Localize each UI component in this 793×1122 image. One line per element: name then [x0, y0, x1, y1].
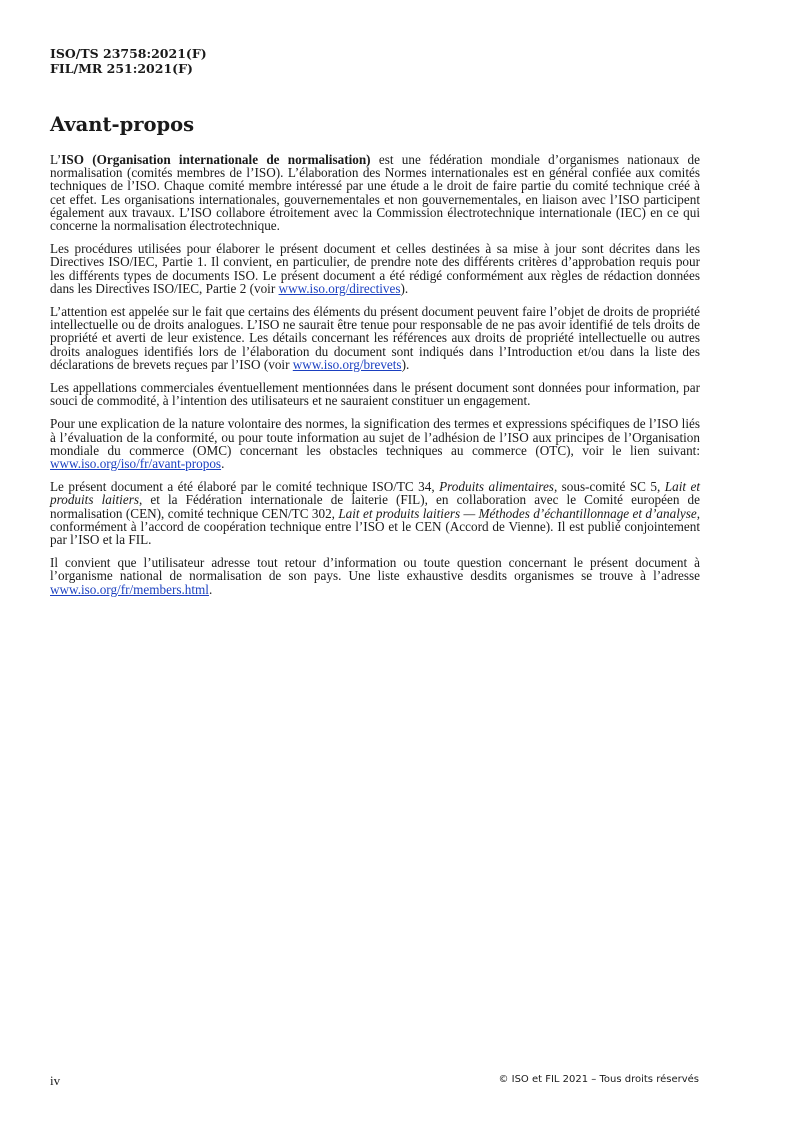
p5-text: Pour une explication de la nature volontaire des normes, la signification des termes et expressions spécifiques de l’ISO liés à l’évaluation de la conformité, ou pour toute information au sujet de l’adhésion de l’ISO aux principes de l’Organisation mondiale du commerce (OMC) concernant les obstacles techniques au commerce (OTC), voir le lien suivant:: [50, 416, 700, 458]
p2-end: ).: [400, 280, 409, 296]
paragraph-patents: [50, 305, 700, 371]
p7-end: .: [208, 581, 213, 597]
copyright-notice: © ISO et FIL 2021 – Tous droits réservés: [498, 1074, 699, 1085]
p6-italic-food-products: Produits alimentaires: [439, 479, 554, 495]
paragraph-voluntary-nature: [50, 417, 700, 470]
p6-italic-milk-products: Lait et produits laitiers: [50, 479, 700, 508]
p2-text: Les procédures utilisées pour élaborer le présent document et celles destinées à sa mise à jour sont décrites dans les Directives ISO/IEC, Partie 1. Il convient, en particulier, de prendre note des différents critères d’approbation requis pour les différents types de documents ISO. Le présent document a été rédigé conformément aux règles de rédaction données dans les Directives ISO/IEC, Partie 2 (voir: [50, 241, 700, 296]
page-title: Avant-propos: [50, 113, 195, 136]
paragraph-trade-names: [50, 381, 700, 407]
p6-text-2: , sous-comité SC 5,: [553, 479, 665, 495]
members-link[interactable]: www.iso.org/fr/members.html: [50, 581, 209, 597]
paragraph-feedback: [50, 556, 700, 596]
p4-text: Les appellations commerciales éventuellement mentionnées dans le présent document sont données pour information, par souci de commodité, à l’intention des utilisateurs et ne sauraient constituer un engagement.: [50, 380, 700, 409]
p7-text: Il convient que l’utilisateur adresse tout retour d’information ou toute question concernant le présent document à l’organisme national de normalisation de son pays. Une liste exhaustive desdits organismes se trouve à l’adresse: [50, 555, 700, 584]
foreword-body: [50, 153, 700, 606]
p3-text: L’attention est appelée sur le fait que certains des éléments du présent document peuvent faire l’objet de droits de propriété intellectuelle ou de droits analogues. L’ISO ne saurait être tenue pour responsable de ne pas avoir identifié de tels droits de propriété et averti de leur existence. Les détails concernant les références aux droits de propriété intellectuelle ou autres droits analogues identifiés lors de l’élaboration du document sont indiqués dans l’Introduction et/ou dans la liste des déclarations de brevets reçues par l’ISO (voir: [50, 304, 700, 372]
standard-reference-fil: FIL/MR 251:2021(F): [50, 61, 193, 76]
paragraph-procedures: [50, 242, 700, 295]
directives-link[interactable]: www.iso.org/directives: [278, 280, 401, 296]
document-header: [50, 46, 207, 76]
page-number: iv: [50, 1073, 61, 1088]
p1-iso-bold: ISO (Organisation internationale de normalisation): [61, 152, 371, 167]
paragraph-committee: [50, 480, 700, 546]
p6-text-3: , et la Fédération internationale de laiterie (FIL), en collaboration avec le Comité européen de normalisation (CEN), comité technique CEN/TC 302,: [50, 492, 700, 521]
p3-end: ).: [401, 356, 410, 372]
p6-text-4: , conformément à l’accord de coopération technique entre l’ISO et le CEN (Accord de Vienne). Il est publié conjointement par l’ISO et la FIL.: [50, 505, 700, 548]
p1-prefix: L’: [50, 152, 62, 167]
foreword-link[interactable]: www.iso.org/iso/fr/avant-propos: [50, 456, 222, 472]
p5-end: .: [221, 456, 225, 472]
patents-link[interactable]: www.iso.org/brevets: [292, 356, 402, 372]
paragraph-iso-definition: [50, 153, 700, 232]
p1-text: est une fédération mondiale d’organismes nationaux de normalisation (comités membres de l’ISO). L’élaboration des Normes internationales est en général confiée aux comités techniques de l’ISO. Chaque comité membre intéressé par une étude a le droit de faire partie du comité technique créé à cet effet. Les organisations internationales, gouvernementales et non gouvernementales, en liaison avec l’ISO participent également aux travaux. L’ISO collabore étroitement avec la Commission électrotechnique internationale (IEC) en ce qui concerne la normalisation électrotechnique.: [50, 152, 700, 234]
standard-reference-iso: ISO/TS 23758:2021(F): [50, 46, 207, 61]
p6-text-1: Le présent document a été élaboré par le comité technique ISO/TC 34,: [50, 479, 440, 495]
p6-italic-methods: Lait et produits laitiers — Méthodes d’échantillonnage et d’analyse: [338, 505, 697, 521]
